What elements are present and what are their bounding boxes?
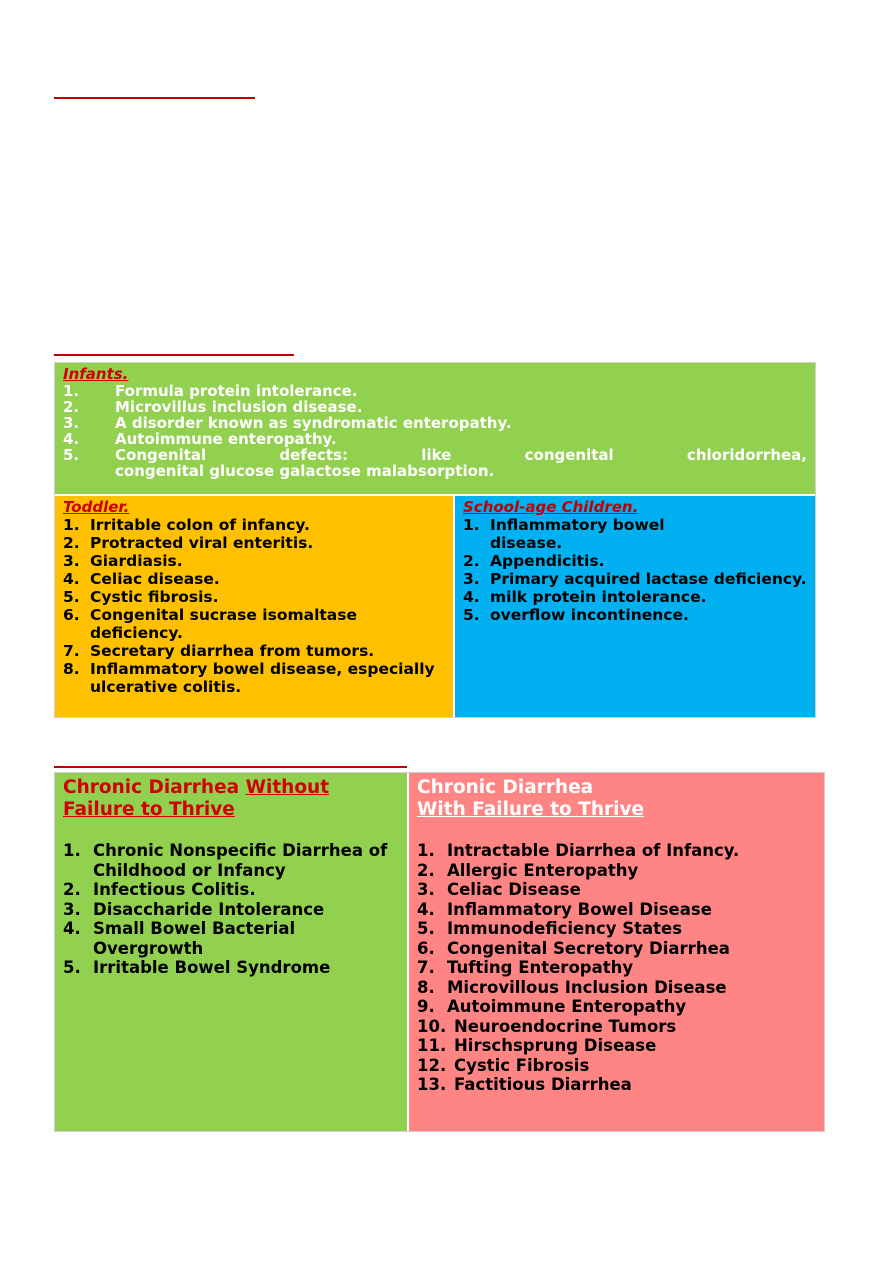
toddler-cell	[55, 496, 453, 717]
list-item: 1. Irritable colon of infancy.	[63, 516, 310, 534]
heading-rule-2	[54, 354, 294, 356]
with-ftt-title: Chronic Diarrhea With Failure to Thrive	[417, 777, 645, 820]
school-age-list	[463, 516, 807, 624]
list-item: 2. Protracted viral enteritis.	[63, 534, 314, 552]
list-item: 7. Tufting Enteropathy	[417, 958, 634, 977]
heading-rule-3	[54, 766, 407, 768]
without-ftt-cell	[55, 773, 407, 1131]
list-item: 5. Irritable Bowel Syndrome	[63, 958, 331, 977]
list-item: 2. Allergic Enteropathy	[417, 860, 639, 880]
list-item: 2. Infectious Colitis.	[63, 880, 256, 899]
list-item: 5. overflow incontinence.	[463, 606, 689, 624]
list-item: 5. Immunodeficiency States	[417, 919, 683, 938]
list-item: 4. Small Bowel Bacterial Overgrowth	[63, 919, 296, 958]
school-age-title: School-age Children.	[463, 498, 639, 516]
list-item: 3. A disorder known as syndromatic enteropathy.	[63, 414, 512, 432]
with-ftt-cell	[409, 773, 824, 1131]
list-item: 3. Celiac Disease	[417, 880, 581, 899]
toddler-list	[63, 516, 445, 696]
list-item: 4. Autoimmune enteropathy.	[63, 430, 337, 448]
list-item: 5. Cystic fibrosis.	[63, 588, 219, 606]
list-item: 6. Congenital sucrase isomaltase deficiency.	[63, 606, 357, 642]
list-item: 5. Congenital defects: like congenital chloridorrhea, congenital glucose galactose malabsorption.	[63, 446, 807, 480]
list-item: 13. Factitious Diarrhea	[417, 1075, 632, 1094]
list-item: 2. Microvillus inclusion disease.	[63, 398, 363, 416]
list-item: 10. Neuroendocrine Tumors	[417, 1016, 677, 1036]
list-item: 2. Appendicitis.	[463, 552, 605, 570]
list-item: 8. Inflammatory bowel disease, especially ulcerative colitis.	[63, 660, 435, 696]
list-item: 4. milk protein intolerance.	[463, 588, 707, 606]
list-item: 4. Inflammatory Bowel Disease	[417, 899, 712, 919]
list-item: 7. Secretary diarrhea from tumors.	[63, 642, 375, 660]
list-item: 6. Congenital Secretory Diarrhea	[417, 938, 730, 958]
list-item: 1. Chronic Nonspecific Diarrhea of Childhood or Infancy	[63, 841, 388, 880]
toddler-title: Toddler.	[63, 498, 130, 516]
without-ftt-list	[63, 841, 399, 978]
heading-rule-1	[54, 97, 255, 99]
list-item: 1. Intractable Diarrhea of Infancy.	[417, 841, 740, 860]
without-ftt-title: Chronic Diarrhea Without Failure to Thrive	[63, 777, 330, 820]
infants-cell	[55, 363, 815, 494]
list-item: 9. Autoimmune Enteropathy	[417, 997, 687, 1016]
infants-list	[63, 383, 807, 479]
list-item: 3. Primary acquired lactase deficiency.	[463, 570, 807, 588]
list-item: 12. Cystic Fibrosis	[417, 1055, 590, 1075]
with-ftt-list	[417, 841, 816, 1095]
infants-title: Infants.	[63, 365, 129, 383]
list-item: 1. Inflammatory bowel disease.	[463, 516, 665, 552]
list-item: 4. Celiac disease.	[63, 570, 220, 588]
list-item: 1. Formula protein intolerance.	[63, 382, 358, 400]
list-item: 3. Giardiasis.	[63, 552, 183, 570]
list-item: 3. Disaccharide Intolerance	[63, 899, 325, 919]
list-item: 8. Microvillous Inclusion Disease	[417, 977, 727, 997]
list-item: 11. Hirschsprung Disease	[417, 1036, 657, 1055]
school-age-cell	[455, 496, 815, 717]
